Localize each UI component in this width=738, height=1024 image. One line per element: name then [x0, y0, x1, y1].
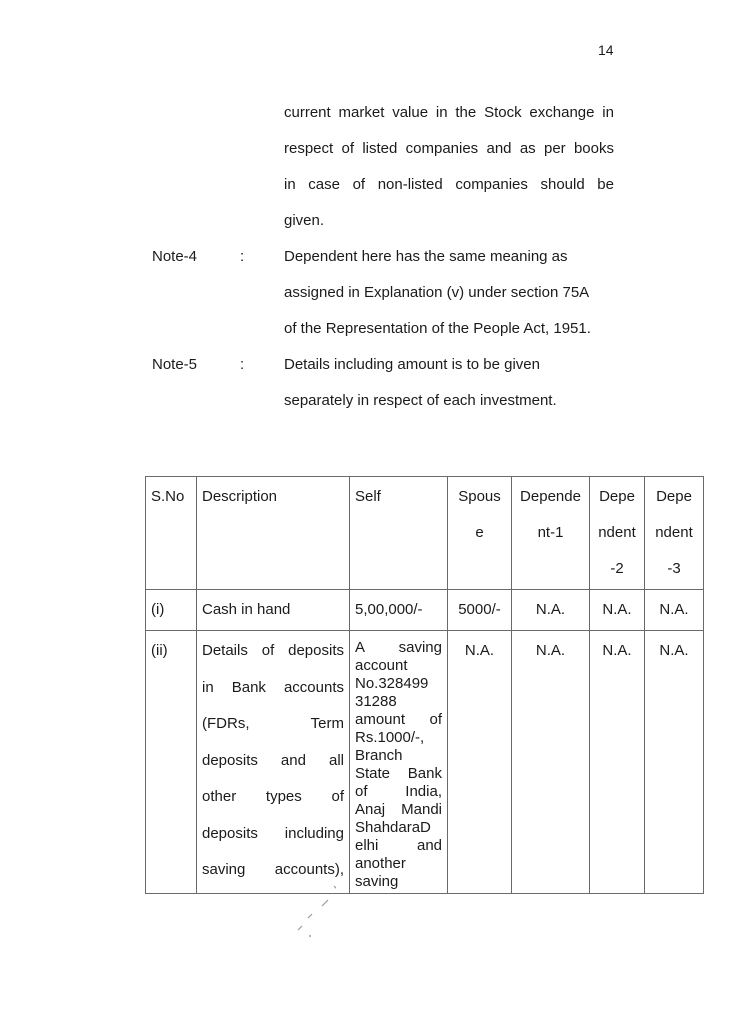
text-line: in case of non-listed companies should be	[284, 176, 614, 193]
description-line: deposits including	[202, 824, 344, 842]
page-number: 14	[598, 42, 614, 58]
text-line: respect of listed companies and as per books	[284, 140, 614, 157]
self-line: A saving	[355, 639, 442, 656]
header-dependent-2	[590, 477, 645, 590]
header-dependent-3-line: ndent	[655, 524, 693, 541]
self-line: of India,	[355, 783, 442, 800]
row-dependent-1-value: N.A.	[512, 590, 590, 631]
description-line: Details of deposits	[202, 642, 344, 659]
text-line: current market value in the Stock exchange in	[284, 104, 614, 121]
row-sno: (ii)	[146, 631, 197, 894]
row-dependent-2-value: N.A.	[590, 631, 645, 894]
self-line: Anaj Mandi	[355, 801, 442, 818]
row-dependent-3-value: N.A.	[645, 590, 704, 631]
text-line: separately in respect of each investment.	[284, 392, 557, 409]
header-dependent-3-line: -3	[667, 560, 681, 577]
text-line: assigned in Explanation (v) under section 75A	[284, 284, 590, 301]
header-dependent-2-line: Depe	[599, 488, 635, 505]
description-line: deposits and all	[202, 751, 344, 769]
header-dependent-3	[645, 477, 704, 590]
table-row	[146, 631, 704, 894]
scan-mark	[296, 884, 336, 944]
header-spouse	[448, 477, 512, 590]
header-dependent-1	[512, 477, 590, 590]
header-dependent-2-line: -2	[610, 560, 624, 577]
header-spouse-line: Spous	[458, 488, 501, 505]
text-line: given.	[284, 212, 325, 229]
self-line: amount of	[355, 711, 442, 728]
row-self-value: 5,00,000/-	[350, 590, 448, 631]
row-description: Cash in hand	[197, 590, 350, 631]
row-spouse-value: N.A.	[448, 631, 512, 894]
table-header-row	[146, 477, 704, 590]
header-self: Self	[350, 477, 448, 590]
description-line: in Bank accounts	[202, 678, 344, 696]
header-spouse-line: e	[475, 524, 484, 541]
text-line: of the Representation of the People Act, 1951.	[284, 320, 591, 337]
header-dependent-3-line: Depe	[656, 488, 692, 505]
note-4-colon: :	[240, 248, 245, 265]
self-line: No.328499	[355, 675, 429, 692]
row-sno: (i)	[146, 590, 197, 631]
description-line: saving accounts),	[202, 861, 344, 878]
self-line: 31288	[355, 693, 397, 710]
header-dependent-2-line: ndent	[598, 524, 636, 541]
table-row	[146, 590, 704, 631]
self-line: ShahdaraD	[355, 819, 431, 836]
self-line: account	[355, 657, 408, 674]
self-line: State Bank	[355, 765, 442, 782]
description-line: other types of	[202, 788, 344, 805]
self-line: another	[355, 855, 406, 872]
row-description	[197, 631, 350, 894]
header-dependent-1-line: Depende	[520, 488, 581, 505]
self-line: Branch	[355, 747, 403, 764]
text-line: Dependent here has the same meaning as	[284, 248, 568, 265]
self-line: saving	[355, 873, 399, 890]
self-line: elhi and	[355, 837, 442, 854]
header-sno: S.No	[146, 477, 197, 590]
row-dependent-3-value: N.A.	[645, 631, 704, 894]
text-line: Details including amount is to be given	[284, 356, 540, 373]
description-line: (FDRs, Term	[202, 715, 344, 732]
header-dependent-1-line: nt-1	[537, 524, 564, 541]
note-4-label: Note-4	[152, 248, 198, 265]
self-line: Rs.1000/-,	[355, 729, 425, 746]
note-5-colon: :	[240, 356, 245, 373]
row-dependent-2-value: N.A.	[590, 590, 645, 631]
note-5-label: Note-5	[152, 356, 198, 373]
header-description: Description	[197, 477, 350, 590]
row-dependent-1-value: N.A.	[512, 631, 590, 894]
row-self-value	[350, 631, 448, 894]
assets-table	[145, 476, 704, 894]
row-spouse-value: 5000/-	[448, 590, 512, 631]
